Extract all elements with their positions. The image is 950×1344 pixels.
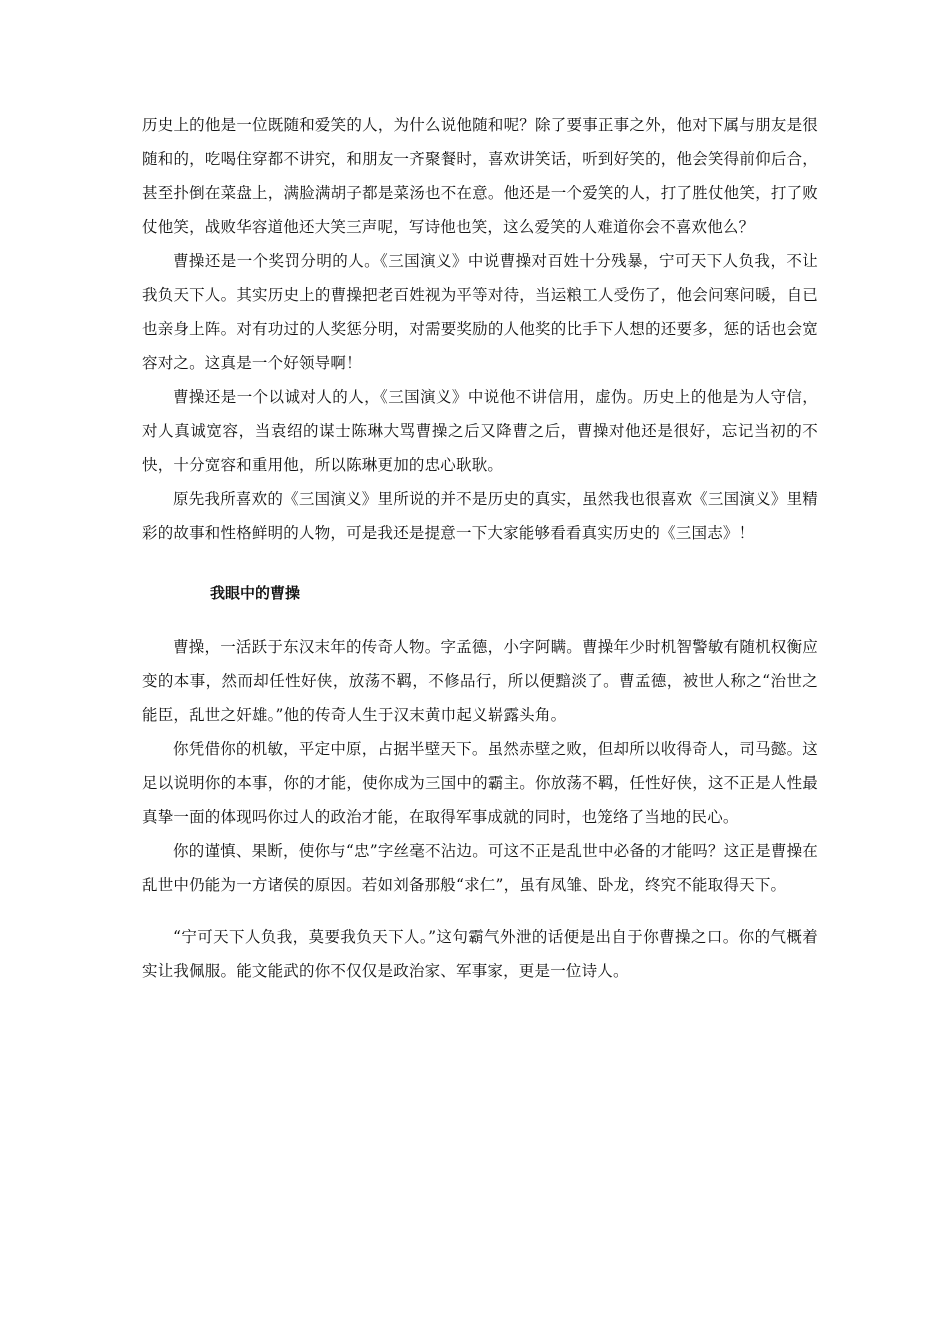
paragraph-easygoing: 历史上的他是一位既随和爱笑的人，为什么说他随和呢？除了要事正事之外，他对下属与朋友是很随和的，吃喝住穿都不讲究，和朋友一齐聚餐时，喜欢讲笑话，听到好笑的，他会笑得前仰后合，甚至扑倒在菜盘上，满脸满胡子都是菜汤也不在意。他还是一个爱笑的人，打了胜仗他笑，打了败仗他笑，战败华容道他还大笑三声呢，写诗他也笑，这么爱笑的人难道你会不喜欢他么？ (142, 116, 818, 236)
section-heading: 我眼中的曹操 (210, 584, 301, 602)
paragraph-sincerity: 曹操还是一个以诚对人的人，《三国演义》中说他不讲信用，虚伪。历史上的他是为人守信，对人真诚宽容，当袁绍的谋士陈琳大骂曹操之后又降曹之后，曹操对他还是很好，忘记当初的不快，十分宽容和重用他，所以陈琳更加的忠心耿耿。 (142, 388, 818, 474)
paragraph-conclusion: 原先我所喜欢的《三国演义》里所说的并不是历史的真实，虽然我也很喜欢《三国演义》里精彩的故事和性格鲜明的人物，可是我还是提意一下大家能够看看真实历史的《三国志》！ (142, 490, 818, 542)
paragraph-gap (142, 902, 818, 920)
paragraph-prudence: 你的谨慎、果断，使你与“忠”字丝毫不沾边。可这不正是乱世中必备的才能吗？这正是曹操在乱世中仍能为一方诸侯的原因。若如刘备那般“求仁”，虽有凤雏、卧龙，终究不能取得天下。 (142, 842, 818, 894)
section-gap (142, 550, 818, 576)
document-page (142, 108, 818, 988)
paragraph-intro-caocao: 曹操，一活跃于东汉末年的传奇人物。字孟德，小字阿瞒。曹操年少时机智警敏有随机权衡应变的本事，然而却任性好侠，放荡不羁，不修品行，所以便黯淡了。曹孟德，被世人称之“治世之能臣，乱世之奸雄。”他的传奇人生于汉末黄巾起义崭露头角。 (142, 638, 818, 724)
paragraph-rewards-punishments: 曹操还是一个奖罚分明的人。《三国演义》中说曹操对百姓十分残暴，宁可天下人负我，不让我负天下人。其实历史上的曹操把老百姓视为平等对待，当运粮工人受伤了，他会问寒问暖，自已也亲身上阵。对有功过的人奖惩分明，对需要奖励的人他奖的比手下人想的还要多，惩的话也会宽容对之。这真是一个好领导啊！ (142, 252, 818, 372)
paragraph-famous-quote: “宁可天下人负我，莫要我负天下人。”这句霸气外泄的话便是出自于你曹操之口。你的气概着实让我佩服。能文能武的你不仅仅是政治家、军事家，更是一位诗人。 (142, 928, 818, 980)
paragraph-achievements: 你凭借你的机敏，平定中原，占据半壁天下。虽然赤壁之败，但却所以收得奇人，司马懿。这足以说明你的本事，你的才能，使你成为三国中的霸主。你放荡不羁，任性好侠，这不正是人性最真挚一面的体现吗你过人的政治才能，在取得军事成就的同时，也笼络了当地的民心。 (142, 740, 818, 826)
heading-gap (142, 610, 818, 630)
